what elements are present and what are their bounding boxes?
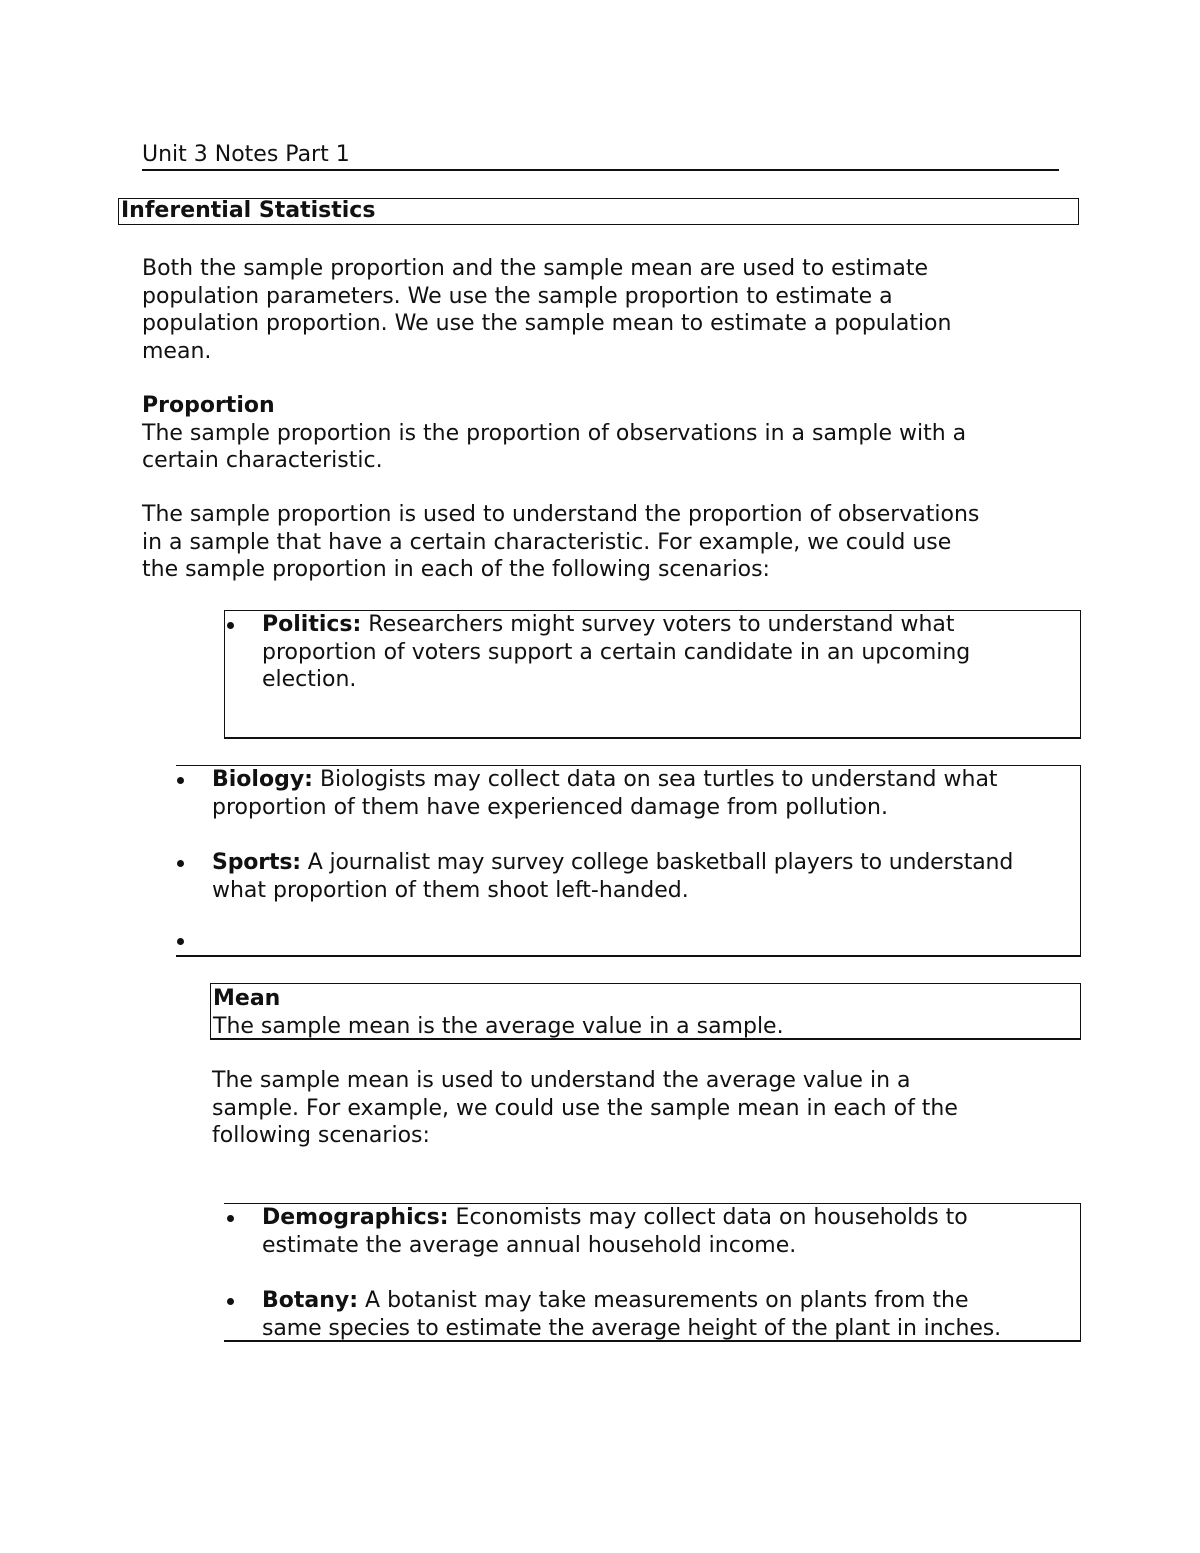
proportion-usage [142,501,1062,584]
section-heading: Inferential Statistics [121,198,376,223]
intro-paragraph [142,255,1062,365]
usage-line: the sample proportion in each of the following scenarios: [142,557,770,582]
intro-line: population parameters. We use the sample proportion to estimate a [142,283,893,309]
mean-definition [213,985,1078,1040]
example-text: Biologists may collect data on sea turtles to understand what [312,767,998,792]
mean-heading: Mean [213,986,281,1011]
example-label: Biology: [212,767,313,792]
usage-line: following scenarios: [212,1123,430,1148]
bullet-icon [177,860,184,867]
example-text: election. [262,667,357,692]
example-text: what proportion of them shoot left-handed. [212,877,689,903]
proportion-heading: Proportion [142,393,275,418]
example-text: proportion of them have experienced damage from pollution. [212,794,888,820]
intro-line: population proportion. We use the sample mean to estimate a population [142,311,952,336]
intro-line: Both the sample proportion and the sample mean are used to estimate [142,256,928,281]
sports-example [212,849,1082,904]
example-text: Economists may collect data on households to [448,1205,968,1230]
usage-line: The sample mean is used to understand the average value in a [212,1068,911,1093]
definition-line: certain characteristic. [142,448,383,473]
usage-line: The sample proportion is used to understand the proportion of observations [142,502,980,527]
politics-example [262,611,1077,694]
bullet-icon [227,1215,234,1222]
mean-usage [212,1067,1072,1150]
usage-line: sample. For example, we could use the sample mean in each of the [212,1095,958,1121]
botany-example [262,1287,1077,1342]
example-text: proportion of voters support a certain candidate in an upcoming [262,639,971,665]
example-label: Botany: [262,1288,359,1313]
demographics-example [262,1204,1077,1259]
bullet-icon [227,622,234,629]
intro-line: mean. [142,338,212,364]
definition-line: The sample proportion is the proportion of observations in a sample with a [142,420,967,446]
section-heading-box [118,198,1079,225]
document-title: Unit 3 Notes Part 1 [142,142,350,167]
biology-example [212,766,1082,821]
definition-line: The sample mean is the average value in a sample. [213,1013,784,1039]
usage-line: in a sample that have a certain characteristic. For example, we could use [142,529,952,555]
title-underline [142,169,1059,171]
example-label: Sports: [212,850,301,875]
proportion-definition [142,392,1062,475]
example-text: estimate the average annual household income. [262,1232,797,1258]
example-label: Politics: [262,612,362,637]
example-text: A botanist may take measurements on plants from the [358,1288,969,1313]
bullet-icon [177,777,184,784]
example-text: Researchers might survey voters to understand what [361,612,955,637]
example-label: Demographics: [262,1205,449,1230]
bullet-icon [177,938,184,945]
example-text: same species to estimate the average height of the plant in inches. [262,1315,1002,1341]
example-text: A journalist may survey college basketball players to understand [300,850,1014,875]
bullet-icon [227,1298,234,1305]
